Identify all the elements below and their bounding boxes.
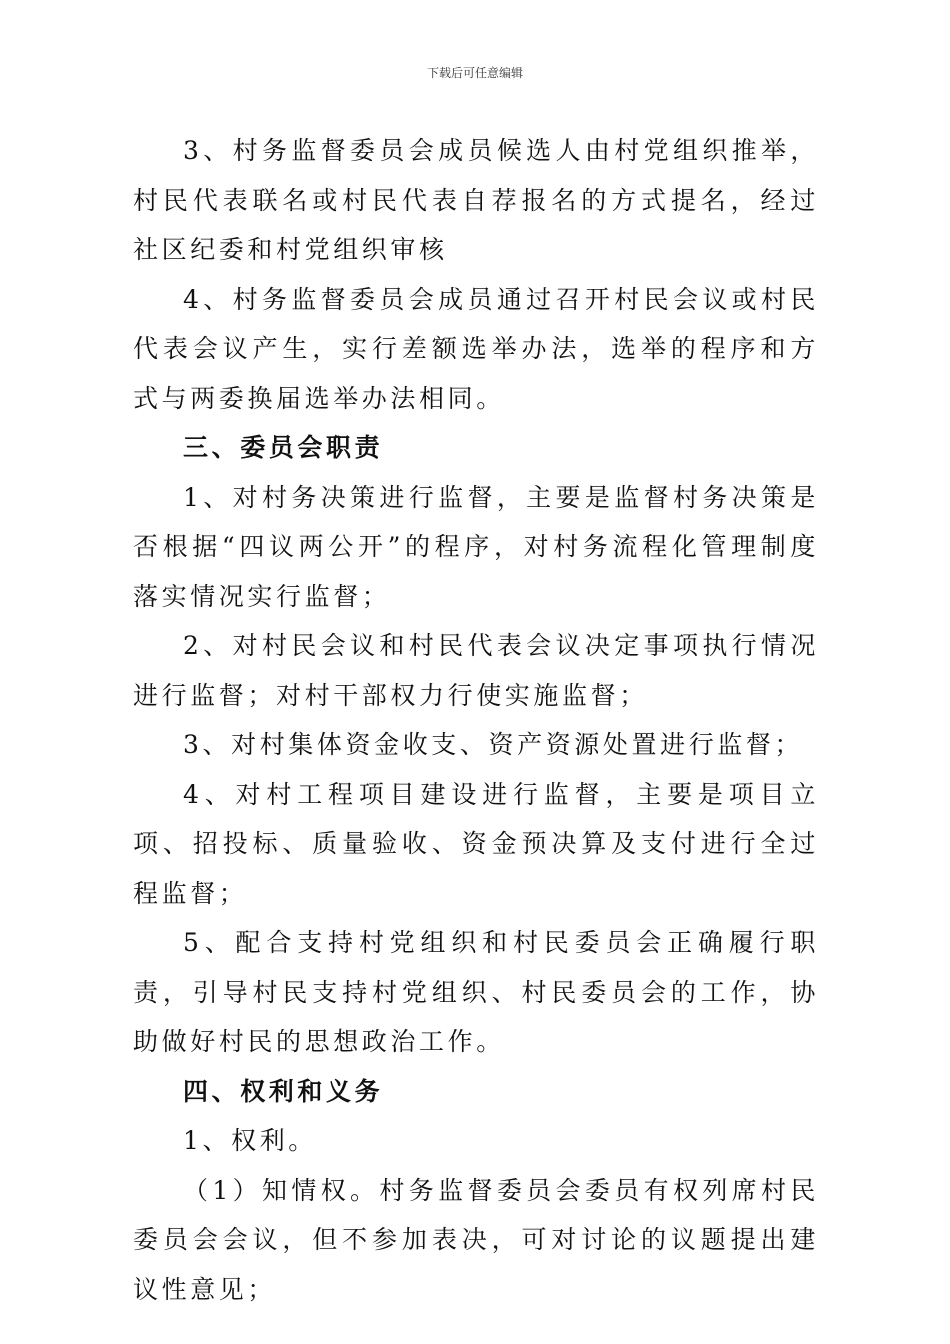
duty-item-1: 1、对村务决策进行监督，主要是监督村务决策是否根据“四议两公开”的程序，对村务流程化管理制度落实情况实行监督； [133,482,819,611]
duty-item-4: 4、对村工程项目建设进行监督，主要是项目立项、招投标、质量验收、资金预决算及支付进行全过程监督； [133,779,819,908]
duty-item-2: 2、对村民会议和村民代表会议决定事项执行情况进行监督；对村干部权力行使实施监督； [133,631,819,710]
document-body [133,126,819,1314]
page-header: 下载后可任意编辑 [426,66,523,80]
section-heading-4: 四、权利和义务 [183,1076,384,1106]
duty-item-3: 3、对村集体资金收支、资产资源处置进行监督； [183,730,804,759]
paragraph-4: 4、村务监督委员会成员通过召开村民会议或村民代表会议产生，实行差额选举办法，选举的程序和方式与两委换届选举办法相同。 [133,284,819,413]
duty-item-5: 5、配合支持村党组织和村民委员会正确履行职责，引导村民支持村党组织、村民委员会的工作，协助做好村民的思想政治工作。 [133,928,819,1056]
right-item-1: （1）知情权。村务监督委员会委员有权列席村民委员会会议，但不参加表决，可对讨论的议题提出建议性意见； [133,1175,819,1304]
section-heading-3: 三、委员会职责 [183,433,384,462]
paragraph-3: 3、村务监督委员会成员候选人由村党组织推举，村民代表联名或村民代表自荐报名的方式提名，经过社区纪委和村党组织审核 [133,136,819,264]
rights-subheading: 1、权利。 [183,1126,317,1155]
